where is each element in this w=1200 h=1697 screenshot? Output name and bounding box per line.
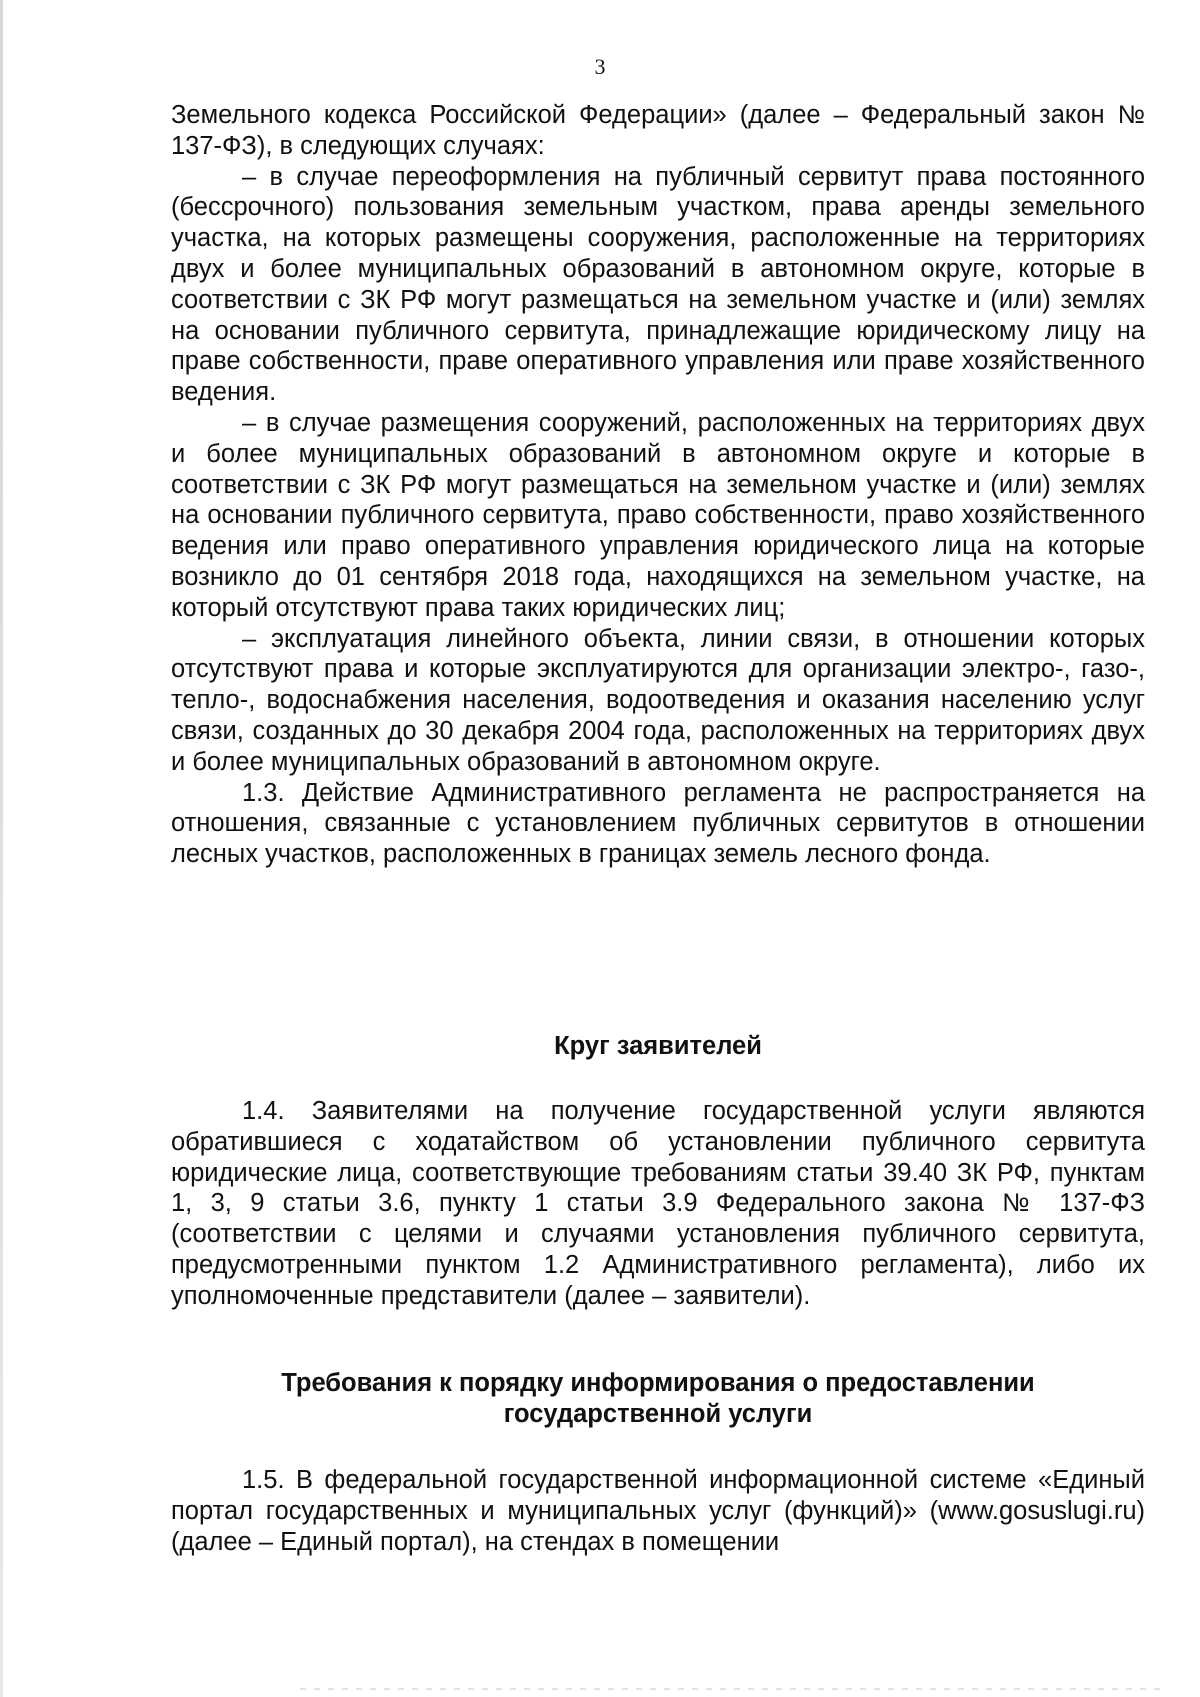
section-heading-informing-line-2: государственной услуги [503, 1400, 813, 1428]
paragraph-case-1: – в случае переоформления на публичный сервитут права постоянного (бессрочного) пользования земельным участком, права аренды земельного участка, на которых размещены сооружения, расположенные на территориях двух и более муниципальных образований в автономном округе, которые в соответствии с ЗК РФ могут размещаться на земельном участке и (или) землях на основании публичного сервитута, принадлежащие юридическому лицу на праве собственности, праве оперативного управления или праве хозяйственного ведения. [171, 162, 1145, 407]
page-number: 3 [594, 54, 606, 79]
text-block-3 [171, 1465, 1145, 1557]
text-block-2 [171, 1096, 1145, 1312]
text-block-1 [171, 100, 1145, 870]
paragraph-1-3: 1.3. Действие Административного регламента не распространяется на отношения, связанные с установлением публичных сервитутов в отношении лесных участков, расположенных в границах земель лесного фонда. [171, 778, 1145, 869]
paragraph-continuation: Земельного кодекса Российской Федерации» (далее – Федеральный закон № 137-ФЗ), в следующих случаях: [171, 101, 1145, 160]
paragraph-case-2: – в случае размещения сооружений, расположенных на территориях двух и более муниципальных образований в автономном округе и которые в соответствии с ЗК РФ могут размещаться на земельном участке и (или) землях на основании публичного сервитута, право собственности, право хозяйственного ведения или право оперативного управления юридического лица на которые возникло до 01 сентября 2018 года, находящихся на земельном участке, на который отсутствуют права таких юридических лиц; [171, 408, 1145, 622]
paragraph-case-3: – эксплуатация линейного объекта, линии связи, в отношении которых отсутствуют права и которые эксплуатируются для организации электро-, газо-, тепло-, водоснабжения населения, водоотведения и оказания населению услуг связи, созданных до 30 декабря 2004 года, расположенных на территориях двух и более муниципальных образований в автономном округе. [171, 624, 1145, 776]
section-heading-applicants: Круг заявителей [554, 1032, 762, 1060]
section-heading-informing-line-1: Требования к порядку информирования о предоставлении [281, 1369, 1035, 1397]
paragraph-1-5: 1.5. В федеральной государственной информационной системе «Единый портал государственных и муниципальных услуг (функций)» (www.gosuslugi.ru) (далее – Единый портал), на стендах в помещении [171, 1466, 1145, 1556]
section-heading-informing [171, 1368, 1145, 1430]
scan-noise [300, 1688, 1160, 1690]
paragraph-1-4: 1.4. Заявителями на получение государственной услуги являются обратившиеся с ходатайством об установлении публичного сервитута юридические лица, соответствующие требованиям статьи 39.40 ЗК РФ, пунктам 1, 3, 9 статьи 3.6, пункту 1 статьи 3.9 Федерального закона № 137-ФЗ (соответствии с целями и случаями установления публичного сервитута, предусмотренными пунктом 1.2 Административного регламента), либо их уполномоченные представители (далее – заявители). [171, 1097, 1145, 1310]
scan-edge [0, 0, 3, 1697]
